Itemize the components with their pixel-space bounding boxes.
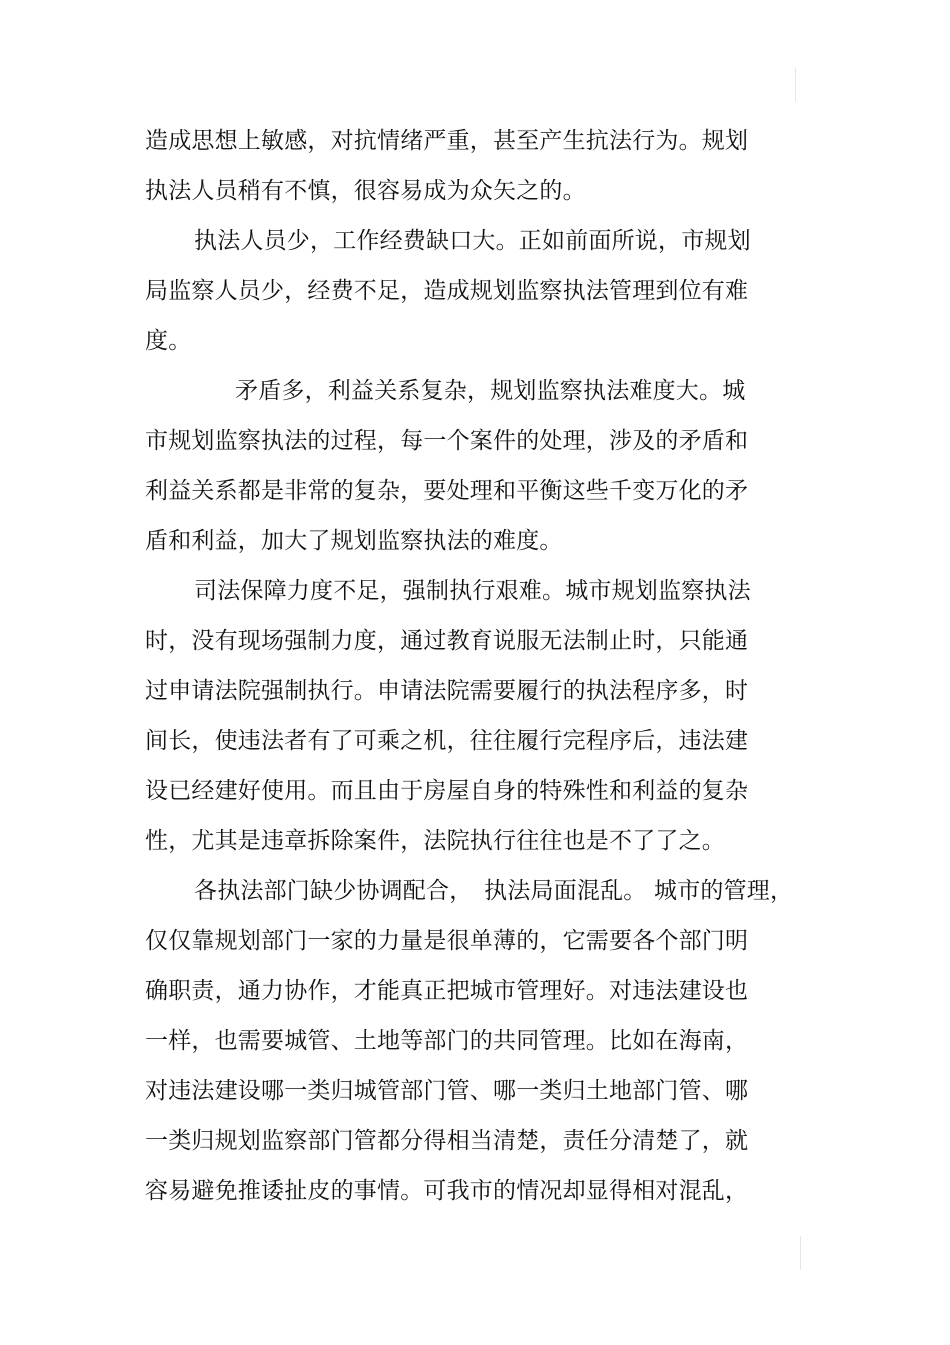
- text-line-18: 确职责，通力协作，才能真正把城市管理好。对违法建设也: [145, 978, 749, 1004]
- text-line-2: 执法人员稍有不慎，很容易成为众矢之的。: [145, 178, 586, 204]
- text-line-13: 间长，使违法者有了可乘之机，往往履行完程序后，违法建: [145, 728, 749, 754]
- text-line-19: 一样，也需要城管、土地等部门的共同管理。比如在海南，: [145, 1028, 749, 1054]
- text-line-15: 性，尤其是违章拆除案件，法院执行往往也是不了了之。: [145, 828, 725, 854]
- text-line-16: 各执法部门缺少协调配合， 执法局面混乱。 城市的管理，: [194, 878, 794, 904]
- text-line-5: 度。: [145, 328, 192, 354]
- text-line-17: 仅仅靠规划部门一家的力量是很单薄的，它需要各个部门明: [145, 928, 749, 954]
- text-line-14: 设已经建好使用。而且由于房屋自身的特殊性和利益的复杂: [145, 778, 749, 804]
- text-line-20: 对违法建设哪一类归城管部门管、哪一类归土地部门管、哪: [145, 1078, 749, 1104]
- text-line-1: 造成思想上敏感，对抗情绪严重，甚至产生抗法行为。规划: [145, 128, 749, 154]
- page-edge-mark-bottom: [800, 1236, 801, 1270]
- text-line-10: 司法保障力度不足，强制执行艰难。城市规划监察执法: [194, 578, 751, 604]
- text-line-11: 时，没有现场强制力度，通过教育说服无法制止时，只能通: [145, 628, 749, 654]
- text-line-8: 利益关系都是非常的复杂，要处理和平衡这些千变万化的矛: [145, 478, 749, 504]
- text-line-6: 矛盾多，利益关系复杂，规划监察执法难度大。城: [235, 378, 746, 404]
- page-edge-mark-top: [795, 68, 796, 102]
- text-line-7: 市规划监察执法的过程，每一个案件的处理，涉及的矛盾和: [145, 428, 749, 454]
- text-line-12: 过申请法院强制执行。申请法院需要履行的执法程序多，时: [145, 678, 749, 704]
- text-line-3: 执法人员少，工作经费缺口大。正如前面所说，市规划: [194, 228, 751, 254]
- text-line-21: 一类归规划监察部门管都分得相当清楚，责任分清楚了，就: [145, 1128, 749, 1154]
- text-line-4: 局监察人员少，经费不足，造成规划监察执法管理到位有难: [145, 278, 749, 304]
- text-line-22: 容易避免推诿扯皮的事情。可我市的情况却显得相对混乱，: [145, 1178, 749, 1204]
- text-line-9: 盾和利益，加大了规划监察执法的难度。: [145, 528, 563, 554]
